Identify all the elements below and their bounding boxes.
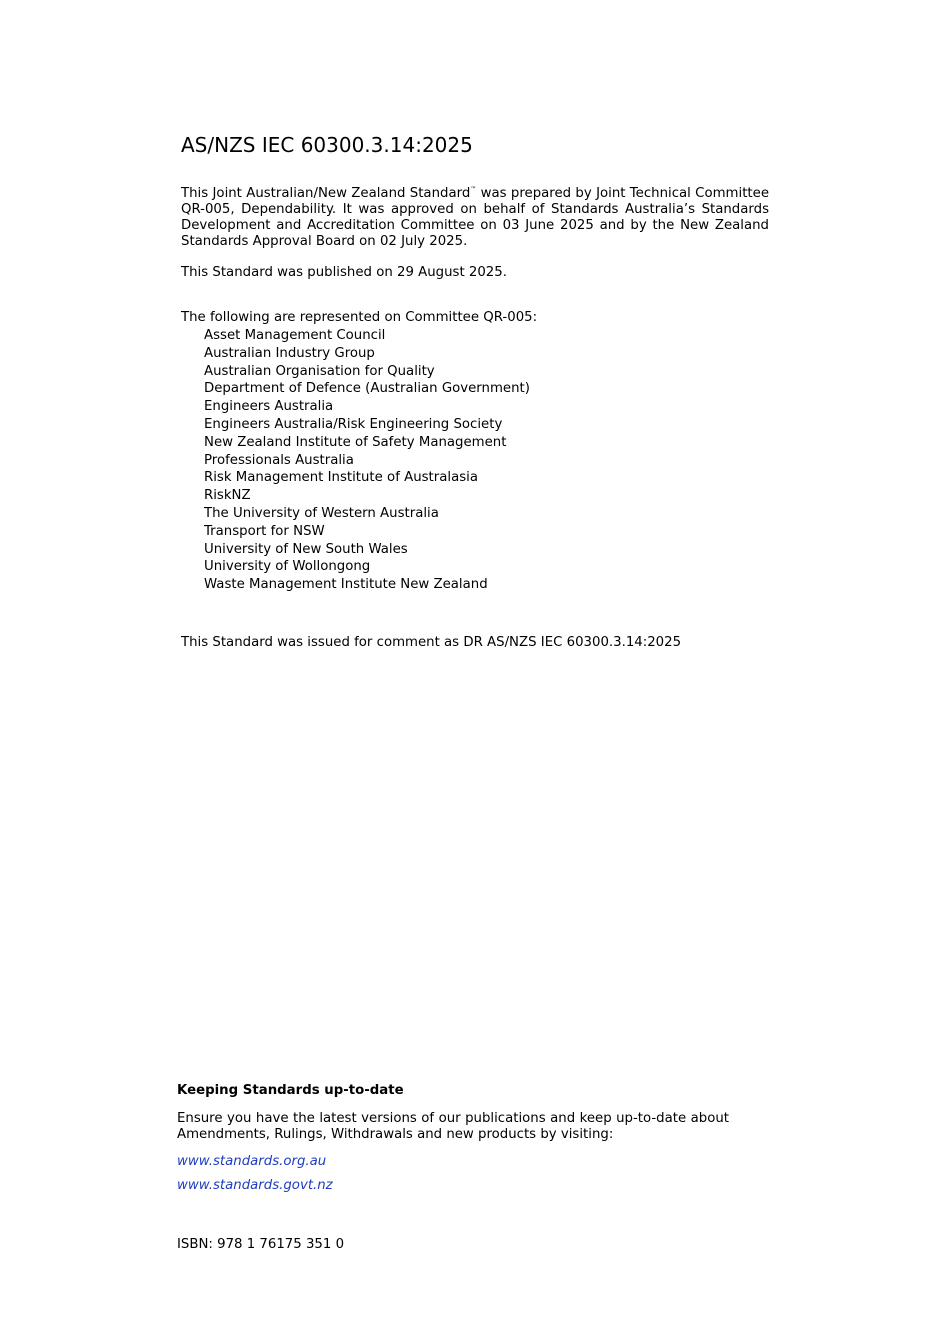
committee-member: Australian Organisation for Quality [204, 363, 435, 379]
committee-member: Transport for NSW [204, 523, 325, 539]
issued-for-comment-text: This Standard was issued for comment as DR AS/NZS IEC 60300.3.14:2025 [181, 635, 682, 650]
committee-member: Professionals Australia [204, 452, 354, 468]
committee-member: Asset Management Council [204, 328, 386, 343]
standards-nz-link[interactable]: www.standards.govt.nz [177, 1178, 333, 1193]
keeping-up-to-date-text: Ensure you have the latest versions of our publications and keep up-to-date about Amendments, Rulings, Withdrawals and new products by visiting: [177, 1111, 729, 1142]
committee-member: University of Wollongong [204, 559, 371, 575]
standards-australia-link[interactable]: www.standards.org.au [177, 1154, 327, 1169]
committee-member: Department of Defence (Australian Government) [204, 381, 530, 397]
trademark-symbol: ™ [470, 186, 477, 193]
publication-date-text: This Standard was published on 29 August 2025. [181, 265, 507, 280]
committee-member: Australian Industry Group [204, 345, 375, 361]
committee-member: Engineers Australia [204, 399, 334, 415]
committee-intro: The following are represented on Committee QR-005: [181, 310, 538, 325]
isbn-text: ISBN: 978 1 76175 351 0 [177, 1237, 345, 1252]
committee-member: RiskNZ [204, 488, 251, 504]
committee-member-list [204, 327, 530, 594]
committee-member: The University of Western Australia [204, 505, 439, 521]
standard-title: AS/NZS IEC 60300.3.14:2025 [181, 133, 473, 157]
committee-member: University of New South Wales [204, 541, 408, 557]
preparation-text-end: was prepared by Joint Technical Committee QR-005, Dependability. It was approved on behalf of Standards Australia’s Standards Development and Accreditation Committee on 03 June 2025 and by the New Zealand Standards Approval Board on 02 July 2025. [181, 186, 769, 249]
committee-member: New Zealand Institute of Safety Management [204, 434, 507, 450]
committee-member: Waste Management Institute New Zealand [204, 577, 488, 593]
keeping-up-to-date-heading: Keeping Standards up-to-date [177, 1083, 404, 1098]
committee-member: Risk Management Institute of Australasia [204, 470, 478, 486]
preparation-text-start: This Joint Australian/New Zealand Standard [181, 186, 471, 201]
committee-member: Engineers Australia/Risk Engineering Society [204, 416, 503, 432]
preparation-paragraph [181, 186, 769, 250]
